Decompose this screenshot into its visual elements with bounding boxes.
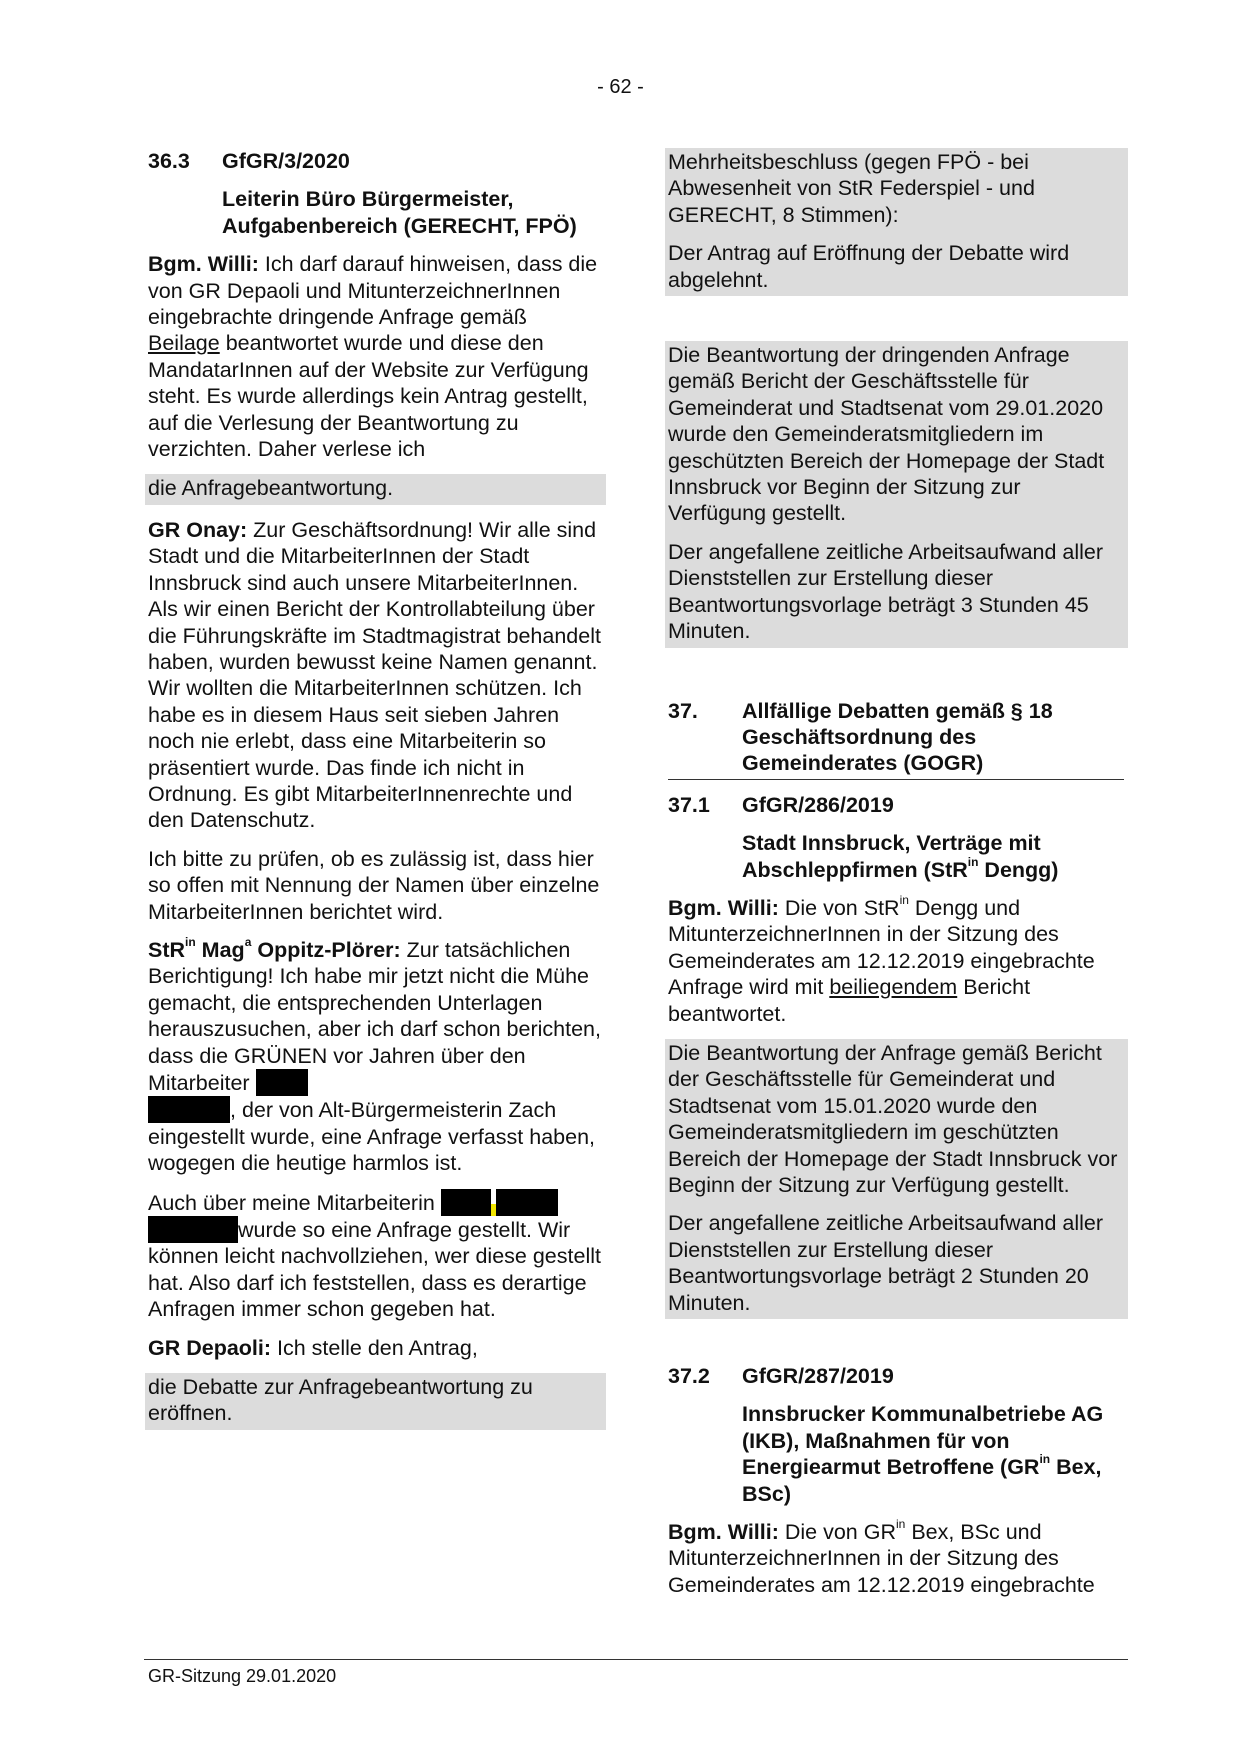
footer-divider xyxy=(144,1659,1128,1660)
paragraph-text: Die von GR xyxy=(778,1520,896,1545)
left-column xyxy=(148,148,602,1442)
speaker-name xyxy=(148,935,401,962)
redaction-box xyxy=(148,1216,238,1243)
paragraph-text: beantwortet wurde und diese den MandatarInnen auf der Website zur Verfügung steht. Es wurde allerdings kein Antrag gestellt, auf die Verlesung der Beantwortung zu verzichten. Daher verlese ich xyxy=(148,331,589,462)
section-subtitle xyxy=(742,830,1124,883)
paragraph-text: Ich stelle den Antrag, xyxy=(271,1335,478,1360)
section-number: 37. xyxy=(668,698,698,723)
section-subtitle: Leiterin Büro Bürgermeister, Aufgabenbereich (GERECHT, FPÖ) xyxy=(222,187,577,238)
superscript: in xyxy=(1039,1452,1051,1467)
section-number: 36.3 xyxy=(148,149,190,173)
redaction-box xyxy=(148,1096,230,1123)
paragraph-text: Zur Geschäftsordnung! Wir alle sind Stadt und die MitarbeiterInnen der Stadt Innsbruck sind auch unsere MitarbeiterInnen. Als wir einen Bericht der Kontrollabteilung über die Führungskräfte im Stadtmagistrat behandelt haben, wurden bewusst keine Namen genannt. Wir wollten die MitarbeiterInnen schützen. Ich habe es in diesem Haus seit sieben Jahren noch nie erlebt, dass eine Mitarbeiterin so präsentiert wurde. Das finde ich nicht in Ordnung. Es gibt MitarbeiterInnenrechte und den Datenschutz. xyxy=(148,517,601,833)
paragraph-text: Ich darf darauf hinweisen, dass die von GR Depaoli und MitunterzeichnerInnen eingebrachte dringende Anfrage gemäß xyxy=(148,252,598,330)
section-heading-37-2 xyxy=(668,1363,1124,1389)
speaker-name: Bgm. Willi: xyxy=(148,252,259,277)
paragraph-text: wurde so eine Anfrage gestellt. Wir können leicht nachvollziehen, wer diese gestellt hat. Also darf ich feststellen, dass es derartige Anfragen immer schon gegeben hat. xyxy=(148,1218,601,1322)
shaded-text: Die Beantwortung der dringenden Anfrage gemäß Bericht der Geschäftsstelle für Gemeinderat und Stadtsenat vom 29.01.2020 wurde den Gemeinderatsmitgliedern im geschützten Bereich der Homepage der Stadt Innsbruck vor Beginn der Sitzung zur Verfügung gestellt. xyxy=(668,343,1105,526)
paragraph-text: Bericht beantwortet. xyxy=(668,975,1031,1026)
paragraph-bgm-willi xyxy=(668,1519,1124,1598)
footer-text: GR-Sitzung 29.01.2020 xyxy=(148,1666,337,1686)
redaction-box xyxy=(441,1189,491,1216)
shaded-text: Die Beantwortung der Anfrage gemäß Bericht der Geschäftsstelle für Gemeinderat und Stadtsenat vom 15.01.2020 wurde den Gemeinderatsmitgliedern im geschützten Bereich der Homepage der Stadt Innsbruck vor Beginn der Sitzung zur Verfügung gestellt. xyxy=(668,1040,1118,1197)
subtitle-part: Innsbrucker Kommunalbetriebe AG (IKB), Maßnahmen für von Energiearmut Betroffene (GR xyxy=(742,1402,1104,1480)
paragraph-text: Bex, BSc und MitunterzeichnerInnen in der Sitzung des Gemeinderates am 12.12.2019 eingebrachte xyxy=(668,1520,1095,1597)
beilage-link[interactable]: Beilage xyxy=(148,331,220,356)
paragraph-bgm-willi xyxy=(148,251,602,462)
section-heading-36-3 xyxy=(148,148,602,174)
subtitle-part: Dengg) xyxy=(978,857,1059,882)
superscript: in xyxy=(899,893,909,908)
right-column xyxy=(668,148,1124,1610)
paragraph-text: Auch über meine Mitarbeiterin xyxy=(148,1190,441,1215)
subtitle-part: Stadt Innsbruck, Verträge mit Abschleppfirmen (StR xyxy=(742,831,1041,882)
paragraph-gr-depaoli xyxy=(148,1335,602,1361)
shaded-text: Der angefallene zeitliche Arbeitsaufwand aller Dienststellen zur Erstellung dieser Beantwortungsvorlage beträgt 2 Stunden 20 Minuten. xyxy=(668,1211,1104,1315)
subtitle-part: Bex, BSc) xyxy=(742,1455,1102,1506)
speaker-part: StR xyxy=(148,937,186,962)
speaker-part: Oppitz-Plörer: xyxy=(251,937,401,962)
section-number: 37.2 xyxy=(668,1364,710,1389)
speaker-name: GR Depaoli: xyxy=(148,1335,272,1360)
paragraph-text: Die von StR xyxy=(778,895,900,920)
section-heading-37 xyxy=(668,698,1124,780)
paragraph-text: Ich bitte zu prüfen, ob es zulässig ist, dass hier so offen mit Nennung der Namen über einzelne MitarbeiterInnen berichtet wird. xyxy=(148,846,600,924)
section-subtitle xyxy=(742,1401,1124,1507)
superscript: in xyxy=(185,935,196,950)
section-title: GfGR/287/2019 xyxy=(742,1364,894,1389)
paragraph-text: Zur tatsächlichen Berichtigung! Ich habe mir jetzt nicht die Mühe gemacht, die entsprechenden Unterlagen herauszusuchen, aber ich darf schon berichten, dass die GRÜNEN vor Jahren über den Mitarbeiter xyxy=(148,937,601,1095)
beiliegendem-link[interactable]: beiliegendem xyxy=(829,975,958,1000)
redaction-box xyxy=(496,1189,558,1216)
paragraph-text: Dengg und MitunterzeichnerInnen in der Sitzung des Gemeinderates am 12.12.2019 eingebrachte Anfrage wird mit xyxy=(668,895,1095,1000)
shaded-text: die Anfragebeantwortung. xyxy=(145,474,606,504)
redaction-box xyxy=(256,1069,308,1096)
section-number: 37.1 xyxy=(668,792,710,817)
resolution-text: Mehrheitsbeschluss (gegen FPÖ - bei Abwesenheit von StR Federspiel - und GERECHT, 8 Stimmen): xyxy=(668,150,1035,227)
section-heading-37-1 xyxy=(668,792,1124,818)
speaker-name: GR Onay: xyxy=(148,517,248,542)
speaker-name: Bgm. Willi: xyxy=(668,895,779,920)
paragraph-gr-onay xyxy=(148,517,602,834)
paragraph-text: , der von Alt-Bürgermeisterin Zach eingestellt wurde, eine Anfrage verfasst haben, wogegen die heutige harmlos ist. xyxy=(148,1098,596,1176)
section-title: GfGR/3/2020 xyxy=(222,149,350,173)
shaded-text: die Debatte zur Anfragebeantwortung zu eröffnen. xyxy=(145,1373,606,1430)
section-title: GfGR/286/2019 xyxy=(742,792,894,817)
superscript: in xyxy=(967,854,979,869)
section-title: Allfällige Debatten gemäß § 18 Geschäftsordnung des Gemeinderates (GOGR) xyxy=(742,698,1053,776)
resolution-result: Der Antrag auf Eröffnung der Debatte wird abgelehnt. xyxy=(668,241,1070,292)
speaker-name: Bgm. Willi: xyxy=(668,1520,779,1545)
paragraph-oppitz-ploerer xyxy=(148,937,602,1177)
paragraph-mitarbeiterin xyxy=(148,1189,602,1323)
speaker-part: Mag xyxy=(195,937,245,962)
superscript: in xyxy=(896,1517,906,1532)
shaded-block xyxy=(665,148,1128,296)
page-number: - 62 - xyxy=(597,76,644,98)
superscript: a xyxy=(244,935,252,950)
shaded-block xyxy=(665,1039,1128,1319)
shaded-block xyxy=(665,341,1128,647)
paragraph-bgm-willi xyxy=(668,895,1124,1027)
shaded-text: Der angefallene zeitliche Arbeitsaufwand aller Dienststellen zur Erstellung dieser Beantwortungsvorlage beträgt 3 Stunden 45 Minuten. xyxy=(668,539,1104,644)
